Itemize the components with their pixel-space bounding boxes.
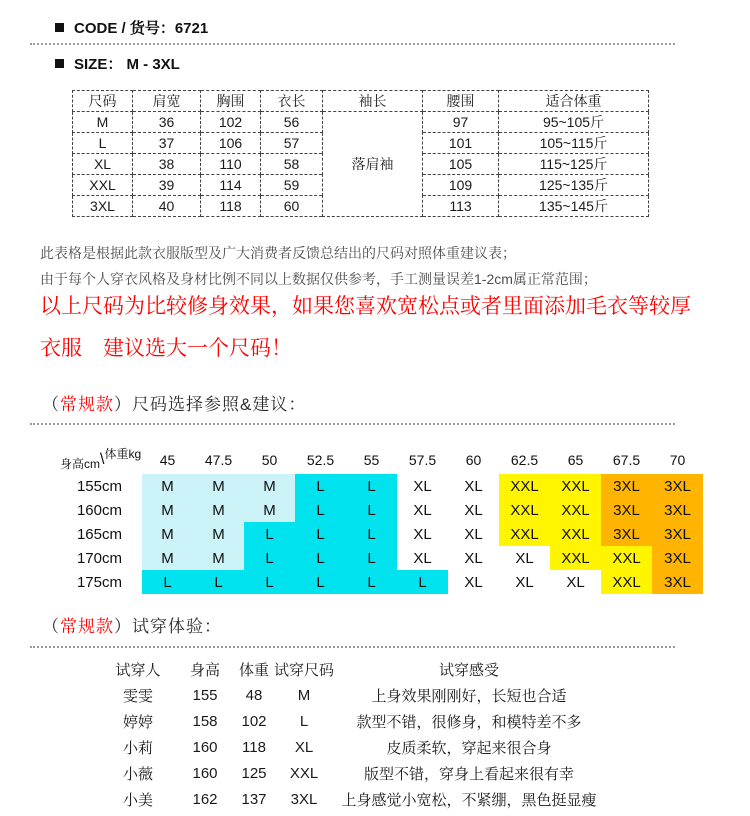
fit-table-row — [100, 734, 604, 760]
size-table-cell: 57 — [261, 133, 323, 154]
fit-table-cell: 158 — [192, 712, 218, 730]
section-title-try-on — [42, 612, 222, 637]
size-selection-matrix — [60, 446, 703, 594]
section1-prefix: （ — [42, 395, 60, 414]
size-table-cell: 101 — [423, 133, 499, 154]
size-table-cell: XL — [73, 154, 133, 175]
matrix-size-cell: XL — [397, 498, 448, 522]
size-table-cell: 105 — [423, 154, 499, 175]
fit-table-cell: 上身效果刚刚好，长短也合适 — [371, 687, 567, 705]
fit-table-body — [100, 682, 604, 812]
fit-table-cell: 3XL — [290, 790, 318, 808]
matrix-body — [60, 474, 703, 594]
fit-table-cell: XL — [294, 738, 314, 756]
corner-height-label: 身高cm — [60, 457, 100, 471]
corner-weight-label: 体重kg — [104, 447, 142, 461]
fit-table-row — [100, 786, 604, 812]
matrix-size-cell: XXL — [550, 522, 601, 546]
weight-col-header: 60 — [465, 452, 482, 468]
size-table-body — [73, 112, 649, 217]
matrix-size-cell: L — [295, 498, 346, 522]
matrix-row — [60, 474, 703, 498]
section1-suffix: ）尺码选择参照&建议： — [114, 395, 307, 414]
matrix-size-cell: 3XL — [652, 546, 703, 570]
matrix-size-cell: M — [193, 522, 244, 546]
size-table-cell: 135~145斤 — [499, 196, 649, 217]
fit-table-cell: 雯雯 — [122, 687, 153, 705]
matrix-size-cell: L — [346, 522, 397, 546]
height-row-label: 165cm — [76, 525, 122, 543]
weight-col-header: 45 — [159, 452, 176, 468]
size-table-cell: 38 — [133, 154, 201, 175]
weight-col-header: 65 — [567, 452, 584, 468]
matrix-size-cell: M — [142, 498, 193, 522]
matrix-size-cell: L — [142, 570, 193, 594]
size-table-cell: 109 — [423, 175, 499, 196]
height-row-label: 175cm — [76, 573, 122, 591]
size-table-cell: 95~105斤 — [499, 112, 649, 133]
size-col-header: 肩宽 — [133, 91, 201, 112]
size-table-cell: 118 — [201, 196, 261, 217]
fit-table-cell: 102 — [241, 712, 267, 730]
matrix-row — [60, 498, 703, 522]
height-row-label: 170cm — [76, 549, 122, 567]
matrix-row — [60, 546, 703, 570]
weight-col-header: 62.5 — [510, 452, 539, 468]
size-table-cell: 40 — [133, 196, 201, 217]
size-table-cell: 106 — [201, 133, 261, 154]
note-line-1: 此表格是根据此款衣服版型及广大消费者反馈总结出的尺码对照体重建议表； — [40, 245, 516, 261]
matrix-size-cell: M — [142, 546, 193, 570]
size-table-row — [73, 112, 649, 133]
matrix-size-cell: XL — [448, 498, 499, 522]
fit-table-cell: 162 — [192, 790, 218, 808]
size-table-head-row — [73, 91, 649, 112]
fit-table-cell: XXL — [289, 764, 319, 782]
size-col-header: 胸围 — [201, 91, 261, 112]
fit-col-header: 试穿尺码 — [274, 661, 335, 679]
matrix-size-cell: M — [244, 498, 295, 522]
size-line — [55, 53, 180, 74]
try-on-table — [100, 656, 604, 812]
size-table-cell: 125~135斤 — [499, 175, 649, 196]
matrix-size-cell: XL — [397, 522, 448, 546]
size-table-cell: 36 — [133, 112, 201, 133]
matrix-size-cell: L — [346, 498, 397, 522]
matrix-size-cell: XL — [499, 546, 550, 570]
matrix-size-cell: M — [142, 522, 193, 546]
fit-table-cell: 小薇 — [122, 765, 153, 783]
matrix-size-cell: XXL — [601, 570, 652, 594]
size-table — [72, 90, 649, 217]
fit-table-cell: 上身感觉小宽松，不紧绷，黑色挺显瘦 — [341, 791, 597, 809]
matrix-size-cell: L — [244, 522, 295, 546]
matrix-size-cell: XXL — [601, 546, 652, 570]
fit-table-row — [100, 682, 604, 708]
warning-line-1: 以上尺码为比较修身效果，如果您喜欢宽松点或者里面添加毛衣等较厚 — [40, 295, 691, 318]
size-table-cell: L — [73, 133, 133, 154]
matrix-size-cell: XXL — [499, 522, 550, 546]
size-table-cell: 110 — [201, 154, 261, 175]
matrix-size-cell: 3XL — [652, 522, 703, 546]
matrix-size-cell: L — [193, 570, 244, 594]
fit-col-header: 试穿人 — [115, 661, 161, 679]
dotted-divider — [30, 43, 675, 45]
size-table-cell: 115~125斤 — [499, 154, 649, 175]
matrix-size-cell: L — [295, 474, 346, 498]
matrix-size-cell: M — [193, 498, 244, 522]
fit-table-cell: 155 — [192, 686, 218, 704]
matrix-row — [60, 522, 703, 546]
size-table-cell: 97 — [423, 112, 499, 133]
fit-table-cell: 137 — [241, 790, 267, 808]
section1-highlight: 常规款 — [60, 395, 114, 414]
fit-table-cell: 版型不错，穿身上看起来很有幸 — [364, 765, 575, 783]
weight-col-header: 55 — [363, 452, 380, 468]
fit-table-cell: 118 — [242, 738, 266, 756]
matrix-size-cell: L — [295, 522, 346, 546]
matrix-size-cell: M — [193, 474, 244, 498]
size-table-cell: 39 — [133, 175, 201, 196]
matrix-size-cell: XL — [448, 522, 499, 546]
matrix-size-cell: L — [295, 546, 346, 570]
weight-col-header: 50 — [261, 452, 278, 468]
matrix-size-cell: 3XL — [601, 498, 652, 522]
section2-suffix: ）试穿体验： — [114, 617, 222, 636]
bullet-square-icon — [55, 59, 64, 68]
fit-table-head-row — [100, 656, 604, 682]
warning-line-2: 衣服 建议选大一个尺码！ — [40, 337, 292, 360]
fit-table-cell: 125 — [241, 764, 267, 782]
size-table-cell: M — [73, 112, 133, 133]
matrix-head-row — [60, 446, 703, 474]
fit-table-cell: 160 — [192, 764, 218, 782]
fit-col-header: 身高 — [189, 661, 220, 679]
matrix-size-cell: XXL — [499, 498, 550, 522]
size-table-cell: 59 — [261, 175, 323, 196]
matrix-size-cell: M — [142, 474, 193, 498]
fit-col-header: 体重 — [238, 661, 269, 679]
matrix-size-cell: L — [295, 570, 346, 594]
fit-table-cell: 160 — [192, 738, 218, 756]
code-label: CODE / 货号：6721 — [74, 20, 209, 37]
matrix-size-cell: XL — [550, 570, 601, 594]
matrix-size-cell: XXL — [550, 546, 601, 570]
fit-table-cell: 婷婷 — [122, 713, 153, 731]
matrix-size-cell: XL — [397, 474, 448, 498]
matrix-size-cell: XXL — [550, 498, 601, 522]
fit-table-row — [100, 760, 604, 786]
matrix-size-cell: XL — [448, 474, 499, 498]
sleeve-merged-cell: 落肩袖 — [323, 112, 423, 217]
matrix-size-cell: L — [397, 570, 448, 594]
matrix-size-cell: 3XL — [652, 570, 703, 594]
size-table-cell: 3XL — [73, 196, 133, 217]
height-row-label: 160cm — [76, 501, 122, 519]
weight-col-header: 70 — [669, 452, 686, 468]
fit-table-cell: 48 — [245, 686, 263, 704]
fit-table-cell: 款型不错，很修身，和模特差不多 — [356, 713, 582, 731]
size-table-cell: 102 — [201, 112, 261, 133]
height-row-label: 155cm — [76, 477, 122, 495]
matrix-size-cell: XL — [448, 570, 499, 594]
size-table-cell: 58 — [261, 154, 323, 175]
size-range-label: SIZE： M - 3XL — [74, 56, 180, 73]
size-table-cell: XXL — [73, 175, 133, 196]
matrix-size-cell: 3XL — [601, 474, 652, 498]
matrix-size-cell: XXL — [550, 474, 601, 498]
weight-col-header: 67.5 — [612, 452, 641, 468]
warning-text — [40, 286, 691, 370]
weight-col-header: 52.5 — [306, 452, 335, 468]
matrix-size-cell: XL — [448, 546, 499, 570]
matrix-size-cell: 3XL — [652, 474, 703, 498]
matrix-size-cell: L — [244, 570, 295, 594]
size-table-cell: 114 — [201, 175, 261, 196]
code-line — [55, 17, 208, 38]
fit-table-cell: 皮质柔软，穿起来很合身 — [386, 739, 552, 757]
fit-table-cell: L — [299, 712, 309, 730]
matrix-size-cell: L — [244, 546, 295, 570]
matrix-row — [60, 570, 703, 594]
matrix-corner-label — [60, 446, 142, 474]
size-col-header: 腰围 — [423, 91, 499, 112]
size-col-header: 尺码 — [73, 91, 133, 112]
weight-col-header: 47.5 — [204, 452, 233, 468]
matrix-size-cell: L — [346, 546, 397, 570]
corner-slash: \ — [100, 451, 105, 468]
fit-table-row — [100, 708, 604, 734]
matrix-size-cell: L — [346, 474, 397, 498]
fit-table-cell: 小美 — [122, 791, 153, 809]
matrix-size-cell: M — [193, 546, 244, 570]
size-col-header: 适合体重 — [499, 91, 649, 112]
dotted-divider — [30, 423, 675, 425]
size-col-header: 袖长 — [323, 91, 423, 112]
matrix-size-cell: 3XL — [652, 498, 703, 522]
note-line-2: 由于每个人穿衣风格及身材比例不同以上数据仅供参考，手工测量误差1-2cm属正常范围； — [40, 271, 597, 287]
matrix-size-cell: XL — [397, 546, 448, 570]
weight-col-header: 57.5 — [408, 452, 437, 468]
matrix-size-cell: 3XL — [601, 522, 652, 546]
size-table-cell: 60 — [261, 196, 323, 217]
matrix-size-cell: XXL — [499, 474, 550, 498]
fit-col-header: 试穿感受 — [439, 661, 500, 679]
size-table-cell: 37 — [133, 133, 201, 154]
dotted-divider — [30, 646, 675, 648]
fit-table-cell: M — [297, 686, 311, 704]
section-title-size-reference — [42, 390, 306, 415]
matrix-size-cell: XL — [499, 570, 550, 594]
bullet-square-icon — [55, 23, 64, 32]
size-table-cell: 113 — [423, 196, 499, 217]
size-table-cell: 105~115斤 — [499, 133, 649, 154]
matrix-size-cell: L — [346, 570, 397, 594]
section2-highlight: 常规款 — [60, 617, 114, 636]
matrix-size-cell: M — [244, 474, 295, 498]
section2-prefix: （ — [42, 617, 60, 636]
size-table-cell: 56 — [261, 112, 323, 133]
size-col-header: 衣长 — [261, 91, 323, 112]
fit-table-cell: 小莉 — [122, 739, 153, 757]
